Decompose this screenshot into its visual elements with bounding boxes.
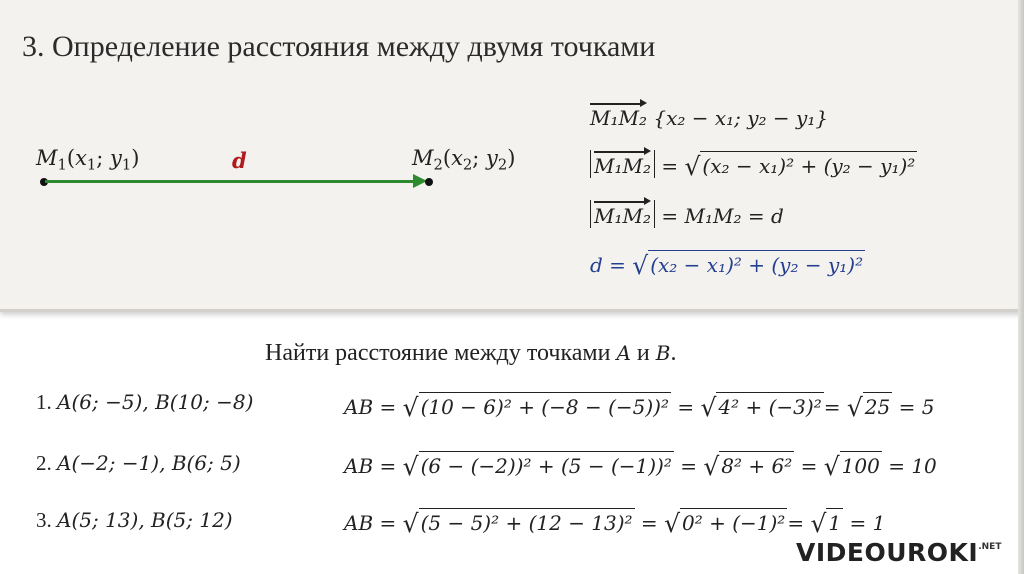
example-2-solution: AB = √ (6 − (−2))² + (5 − (−1))² = √ 8² + 6² = √ 100 = 10: [344, 452, 937, 481]
slide-edge: [1018, 0, 1024, 574]
example-3-solution: AB = √ (5 − 5)² + (12 − 13)² = √ 0² + (−1)² = √ 1 = 1: [344, 509, 886, 538]
point-m1-label: $M_1(x_1$; $y_1$): [36, 146, 140, 174]
sqrt-icon: √: [664, 509, 680, 538]
sqrt-icon: √: [846, 393, 863, 422]
sqrt-icon: √: [632, 251, 649, 280]
vector-arrow-line: [45, 180, 415, 183]
formula-vector-coords: M₁M₂ {x₂ − x₁; y₂ − y₁}: [590, 102, 828, 130]
point-m2-dot: [425, 178, 433, 186]
slide-title: 3. Определение расстояния между двумя точками: [22, 30, 656, 63]
formula-length-equals-d: M₁M₂ = M₁M₂ = d: [590, 200, 784, 228]
task-heading: Найти расстояние между точками A и B.: [265, 340, 677, 366]
sqrt-icon: √: [402, 393, 419, 422]
formula-distance: d = √ (x₂ − x₁)² + (y₂ − y₁)²: [590, 251, 864, 280]
videouroki-logo: $VIDEOUROKI^{.NET}$: [796, 538, 1002, 567]
sqrt-icon: √: [823, 452, 840, 481]
vector-m1m2: M₁M₂: [594, 200, 651, 228]
sqrt-icon: √: [402, 452, 419, 481]
example-3-points: 3. A(5; 13), B(5; 12): [36, 508, 233, 532]
sqrt-icon: √: [402, 509, 419, 538]
example-1-points: 1. A(6; −5), B(10; −8): [36, 390, 254, 414]
formula-vector-length: M₁M₂ = √ (x₂ − x₁)² + (y₂ − y₁)²: [590, 150, 917, 181]
vector-m1m2: M₁M₂: [594, 150, 651, 178]
sqrt-icon: √: [810, 509, 827, 538]
sqrt-icon: √: [703, 452, 720, 481]
point-m2-label: $M_2(x_2$; $y_2$): [412, 146, 516, 174]
sqrt-icon: √: [700, 393, 717, 422]
vector-m1m2: M₁M₂: [590, 102, 647, 130]
example-1-solution: AB = √ (10 − 6)² + (−8 − (−5))² = √ 4² + (−3)² = √ 25 = 5: [344, 393, 935, 422]
sqrt-icon: √: [684, 152, 701, 181]
example-2-points: 2. A(−2; −1), B(6; 5): [36, 451, 241, 475]
distance-label: d: [232, 148, 247, 173]
